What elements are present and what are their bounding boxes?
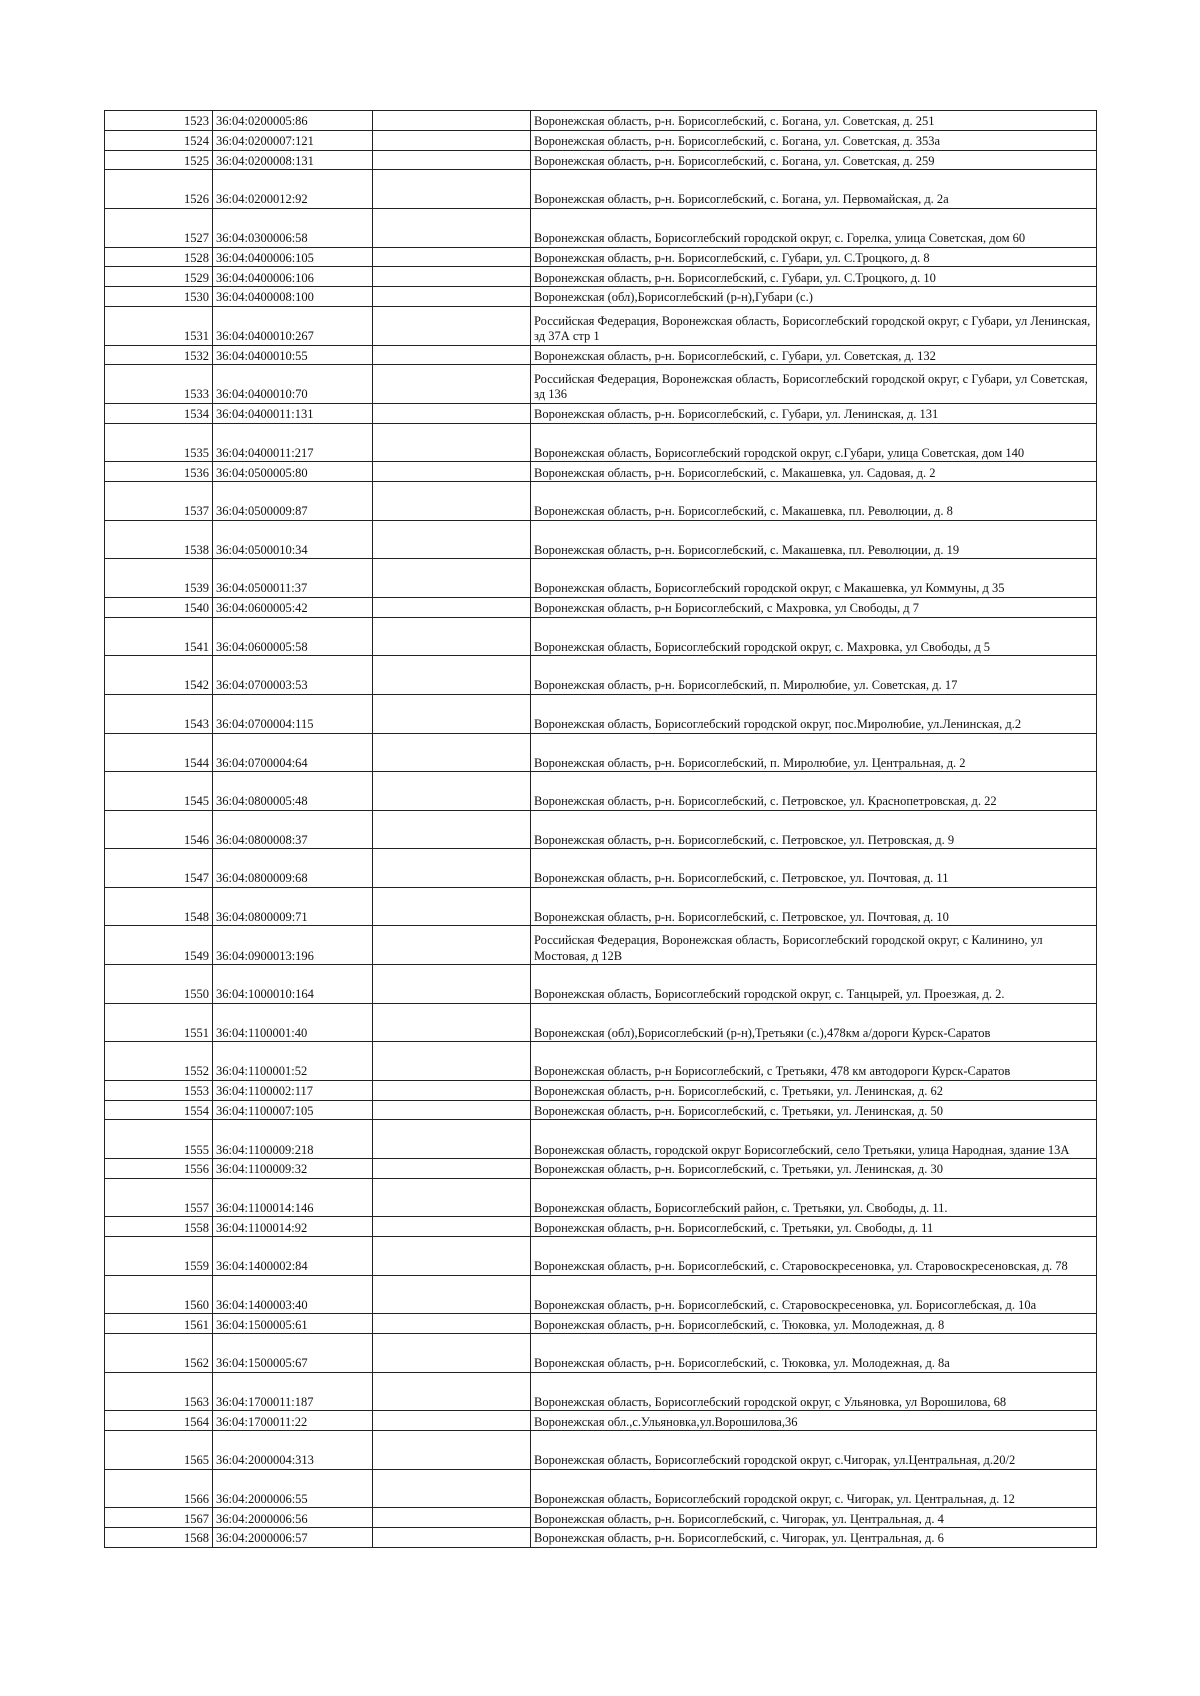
table-row bbox=[105, 150, 1097, 170]
table-row bbox=[105, 1411, 1097, 1431]
row-number-cell: 1545 bbox=[105, 772, 213, 811]
cadastral-number-cell: 36:04:1100007:105 bbox=[213, 1100, 373, 1120]
cadastral-number-cell: 36:04:0400006:105 bbox=[213, 247, 373, 267]
address-cell: Воронежская область, Борисоглебский городской округ, с Ульяновка, ул Ворошилова, 68 bbox=[531, 1372, 1097, 1411]
empty-cell bbox=[373, 694, 531, 733]
row-number-cell: 1526 bbox=[105, 170, 213, 209]
address-cell: Воронежская область, р-н Борисоглебский, с Третьяки, 478 км автодороги Курск-Саратов bbox=[531, 1042, 1097, 1081]
address-cell: Российская Федерация, Воронежская область, Борисоглебский городской округ, с Губари, ул Советская, зд 136 bbox=[531, 365, 1097, 404]
address-cell: Воронежская область, р-н. Борисоглебский, с. Макашевка, пл. Революции, д. 8 bbox=[531, 482, 1097, 521]
cadastral-number-cell: 36:04:0200012:92 bbox=[213, 170, 373, 209]
empty-cell bbox=[373, 403, 531, 423]
table-row bbox=[105, 887, 1097, 926]
table-row bbox=[105, 1469, 1097, 1508]
address-cell: Воронежская область, р-н. Борисоглебский, с. Макашевка, пл. Революции, д. 19 bbox=[531, 520, 1097, 559]
cadastral-number-cell: 36:04:1100002:117 bbox=[213, 1080, 373, 1100]
table-row bbox=[105, 423, 1097, 462]
cadastral-number-cell: 36:04:0500009:87 bbox=[213, 482, 373, 521]
address-cell: Воронежская область, р-н. Борисоглебский, с. Тюковка, ул. Молодежная, д. 8 bbox=[531, 1314, 1097, 1334]
cadastral-number-cell: 36:04:0600005:42 bbox=[213, 597, 373, 617]
table-row bbox=[105, 170, 1097, 209]
cadastral-number-cell: 36:04:0700003:53 bbox=[213, 656, 373, 695]
empty-cell bbox=[373, 208, 531, 247]
table-row bbox=[105, 482, 1097, 521]
cadastral-number-cell: 36:04:0300006:58 bbox=[213, 208, 373, 247]
cadastral-register-table bbox=[104, 110, 1097, 1548]
address-cell: Воронежская область, р-н. Борисоглебский, с. Чигорак, ул. Центральная, д. 6 bbox=[531, 1528, 1097, 1548]
row-number-cell: 1533 bbox=[105, 365, 213, 404]
empty-cell bbox=[373, 1469, 531, 1508]
cadastral-number-cell: 36:04:0400008:100 bbox=[213, 287, 373, 307]
cadastral-number-cell: 36:04:1100001:52 bbox=[213, 1042, 373, 1081]
address-cell: Воронежская область, р-н. Борисоглебский, с. Макашевка, ул. Садовая, д. 2 bbox=[531, 462, 1097, 482]
table-row bbox=[105, 267, 1097, 287]
row-number-cell: 1562 bbox=[105, 1334, 213, 1373]
address-cell: Воронежская (обл),Борисоглебский (р-н),Третьяки (с.),478км а/дороги Курск-Саратов bbox=[531, 1003, 1097, 1042]
cadastral-number-cell: 36:04:0400006:106 bbox=[213, 267, 373, 287]
empty-cell bbox=[373, 1003, 531, 1042]
table-row bbox=[105, 1237, 1097, 1276]
cadastral-number-cell: 36:04:0400011:131 bbox=[213, 403, 373, 423]
address-cell: Воронежская область, р-н. Борисоглебский, с. Петровское, ул. Петровская, д. 9 bbox=[531, 810, 1097, 849]
empty-cell bbox=[373, 267, 531, 287]
cadastral-number-cell: 36:04:1400003:40 bbox=[213, 1275, 373, 1314]
empty-cell bbox=[373, 247, 531, 267]
table-row bbox=[105, 656, 1097, 695]
cadastral-number-cell: 36:04:0400010:267 bbox=[213, 306, 373, 345]
row-number-cell: 1561 bbox=[105, 1314, 213, 1334]
address-cell: Российская Федерация, Воронежская область, Борисоглебский городской округ, с Калинино, ул Мостовая, д 12В bbox=[531, 926, 1097, 965]
empty-cell bbox=[373, 965, 531, 1004]
row-number-cell: 1529 bbox=[105, 267, 213, 287]
cadastral-number-cell: 36:04:0400010:55 bbox=[213, 345, 373, 365]
table-row bbox=[105, 1042, 1097, 1081]
empty-cell bbox=[373, 423, 531, 462]
table-row bbox=[105, 1003, 1097, 1042]
empty-cell bbox=[373, 130, 531, 150]
row-number-cell: 1544 bbox=[105, 733, 213, 772]
table-row bbox=[105, 520, 1097, 559]
table-row bbox=[105, 247, 1097, 267]
row-number-cell: 1550 bbox=[105, 965, 213, 1004]
cadastral-number-cell: 36:04:1400002:84 bbox=[213, 1237, 373, 1276]
table-row bbox=[105, 810, 1097, 849]
row-number-cell: 1563 bbox=[105, 1372, 213, 1411]
table-row bbox=[105, 111, 1097, 131]
address-cell: Воронежская область, Борисоглебский район, с. Третьяки, ул. Свободы, д. 11. bbox=[531, 1178, 1097, 1217]
empty-cell bbox=[373, 1159, 531, 1179]
empty-cell bbox=[373, 597, 531, 617]
empty-cell bbox=[373, 345, 531, 365]
row-number-cell: 1540 bbox=[105, 597, 213, 617]
cadastral-number-cell: 36:04:0800005:48 bbox=[213, 772, 373, 811]
table-row bbox=[105, 1217, 1097, 1237]
address-cell: Воронежская (обл),Борисоглебский (р-н),Губари (с.) bbox=[531, 287, 1097, 307]
empty-cell bbox=[373, 1275, 531, 1314]
address-cell: Воронежская область, р-н. Борисоглебский, с. Губари, ул. Ленинская, д. 131 bbox=[531, 403, 1097, 423]
empty-cell bbox=[373, 1528, 531, 1548]
table-row bbox=[105, 1100, 1097, 1120]
row-number-cell: 1539 bbox=[105, 559, 213, 598]
table-row bbox=[105, 1080, 1097, 1100]
row-number-cell: 1538 bbox=[105, 520, 213, 559]
row-number-cell: 1530 bbox=[105, 287, 213, 307]
address-cell: Воронежская область, р-н. Борисоглебский, с. Богана, ул. Советская, д. 353а bbox=[531, 130, 1097, 150]
empty-cell bbox=[373, 559, 531, 598]
table-row bbox=[105, 403, 1097, 423]
table-row bbox=[105, 1314, 1097, 1334]
row-number-cell: 1536 bbox=[105, 462, 213, 482]
row-number-cell: 1552 bbox=[105, 1042, 213, 1081]
empty-cell bbox=[373, 1431, 531, 1470]
cadastral-number-cell: 36:04:0900013:196 bbox=[213, 926, 373, 965]
empty-cell bbox=[373, 1217, 531, 1237]
row-number-cell: 1556 bbox=[105, 1159, 213, 1179]
address-cell: Воронежская область, р-н. Борисоглебский, с. Петровское, ул. Почтовая, д. 11 bbox=[531, 849, 1097, 888]
cadastral-number-cell: 36:04:0800009:68 bbox=[213, 849, 373, 888]
cadastral-number-cell: 36:04:1500005:67 bbox=[213, 1334, 373, 1373]
row-number-cell: 1558 bbox=[105, 1217, 213, 1237]
table-row bbox=[105, 849, 1097, 888]
row-number-cell: 1542 bbox=[105, 656, 213, 695]
row-number-cell: 1527 bbox=[105, 208, 213, 247]
address-cell: Воронежская область, Борисоглебский городской округ, с.Губари, улица Советская, дом 140 bbox=[531, 423, 1097, 462]
row-number-cell: 1531 bbox=[105, 306, 213, 345]
cadastral-number-cell: 36:04:1700011:22 bbox=[213, 1411, 373, 1431]
cadastral-number-cell: 36:04:2000006:55 bbox=[213, 1469, 373, 1508]
cadastral-number-cell: 36:04:0500010:34 bbox=[213, 520, 373, 559]
cadastral-number-cell: 36:04:1100001:40 bbox=[213, 1003, 373, 1042]
row-number-cell: 1557 bbox=[105, 1178, 213, 1217]
cadastral-number-cell: 36:04:2000006:56 bbox=[213, 1508, 373, 1528]
empty-cell bbox=[373, 462, 531, 482]
address-cell: Воронежская область, р-н. Борисоглебский, с. Богана, ул. Первомайская, д. 2а bbox=[531, 170, 1097, 209]
empty-cell bbox=[373, 887, 531, 926]
table-row bbox=[105, 1159, 1097, 1179]
empty-cell bbox=[373, 482, 531, 521]
address-cell: Воронежская область, Борисоглебский городской округ, с Макашевка, ул Коммуны, д 35 bbox=[531, 559, 1097, 598]
row-number-cell: 1566 bbox=[105, 1469, 213, 1508]
table-row bbox=[105, 1120, 1097, 1159]
cadastral-number-cell: 36:04:0700004:115 bbox=[213, 694, 373, 733]
table-row bbox=[105, 462, 1097, 482]
row-number-cell: 1532 bbox=[105, 345, 213, 365]
empty-cell bbox=[373, 617, 531, 656]
address-cell: Воронежская область, р-н Борисоглебский, с Махровка, ул Свободы, д 7 bbox=[531, 597, 1097, 617]
row-number-cell: 1525 bbox=[105, 150, 213, 170]
table-row bbox=[105, 965, 1097, 1004]
address-cell: Воронежская область, р-н. Борисоглебский, с. Старовоскресеновка, ул. Борисоглебская, д. 10а bbox=[531, 1275, 1097, 1314]
row-number-cell: 1523 bbox=[105, 111, 213, 131]
table-row bbox=[105, 617, 1097, 656]
cadastral-number-cell: 36:04:1100009:32 bbox=[213, 1159, 373, 1179]
row-number-cell: 1564 bbox=[105, 1411, 213, 1431]
table-row bbox=[105, 559, 1097, 598]
cadastral-number-cell: 36:04:0800008:37 bbox=[213, 810, 373, 849]
row-number-cell: 1546 bbox=[105, 810, 213, 849]
address-cell: Воронежская область, р-н. Борисоглебский, п. Миролюбие, ул. Советская, д. 17 bbox=[531, 656, 1097, 695]
table-row bbox=[105, 208, 1097, 247]
empty-cell bbox=[373, 111, 531, 131]
row-number-cell: 1559 bbox=[105, 1237, 213, 1276]
cadastral-number-cell: 36:04:0500011:37 bbox=[213, 559, 373, 598]
empty-cell bbox=[373, 1314, 531, 1334]
address-cell: Воронежская область, р-н. Борисоглебский, с. Старовоскресеновка, ул. Старовоскресеновская, д. 78 bbox=[531, 1237, 1097, 1276]
address-cell: Воронежская область, р-н. Борисоглебский, с. Петровское, ул. Почтовая, д. 10 bbox=[531, 887, 1097, 926]
address-cell: Воронежская область, Борисоглебский городской округ, с. Чигорак, ул. Центральная, д. 12 bbox=[531, 1469, 1097, 1508]
cadastral-number-cell: 36:04:0800009:71 bbox=[213, 887, 373, 926]
empty-cell bbox=[373, 1411, 531, 1431]
address-cell: Воронежская область, р-н. Борисоглебский, с. Губари, ул. С.Троцкого, д. 10 bbox=[531, 267, 1097, 287]
row-number-cell: 1535 bbox=[105, 423, 213, 462]
address-cell: Воронежская область, Борисоглебский городской округ, с. Танцырей, ул. Проезжая, д. 2. bbox=[531, 965, 1097, 1004]
table-row bbox=[105, 1528, 1097, 1548]
row-number-cell: 1524 bbox=[105, 130, 213, 150]
table-row bbox=[105, 306, 1097, 345]
row-number-cell: 1541 bbox=[105, 617, 213, 656]
address-cell: Воронежская область, Борисоглебский городской округ, пос.Миролюбие, ул.Ленинская, д.2 bbox=[531, 694, 1097, 733]
address-cell: Воронежская область, р-н. Борисоглебский, с. Тюковка, ул. Молодежная, д. 8а bbox=[531, 1334, 1097, 1373]
table-row bbox=[105, 1508, 1097, 1528]
address-cell: Воронежская область, р-н. Борисоглебский, с. Губари, ул. Советская, д. 132 bbox=[531, 345, 1097, 365]
row-number-cell: 1568 bbox=[105, 1528, 213, 1548]
address-cell: Воронежская область, р-н. Борисоглебский, с. Чигорак, ул. Центральная, д. 4 bbox=[531, 1508, 1097, 1528]
empty-cell bbox=[373, 1508, 531, 1528]
cadastral-number-cell: 36:04:0400010:70 bbox=[213, 365, 373, 404]
table-row bbox=[105, 1334, 1097, 1373]
row-number-cell: 1551 bbox=[105, 1003, 213, 1042]
address-cell: Воронежская область, р-н. Борисоглебский, с. Богана, ул. Советская, д. 259 bbox=[531, 150, 1097, 170]
row-number-cell: 1537 bbox=[105, 482, 213, 521]
address-cell: Воронежская область, р-н. Борисоглебский, с. Губари, ул. С.Троцкого, д. 8 bbox=[531, 247, 1097, 267]
cadastral-number-cell: 36:04:2000004:313 bbox=[213, 1431, 373, 1470]
cadastral-number-cell: 36:04:1700011:187 bbox=[213, 1372, 373, 1411]
address-cell: Воронежская область, р-н. Борисоглебский, с. Третьяки, ул. Ленинская, д. 30 bbox=[531, 1159, 1097, 1179]
address-cell: Воронежская область, Борисоглебский городской округ, с. Горелка, улица Советская, дом 60 bbox=[531, 208, 1097, 247]
empty-cell bbox=[373, 1237, 531, 1276]
cadastral-number-cell: 36:04:1000010:164 bbox=[213, 965, 373, 1004]
empty-cell bbox=[373, 810, 531, 849]
table-row bbox=[105, 1178, 1097, 1217]
empty-cell bbox=[373, 733, 531, 772]
address-cell: Воронежская область, р-н. Борисоглебский, с. Третьяки, ул. Свободы, д. 11 bbox=[531, 1217, 1097, 1237]
row-number-cell: 1565 bbox=[105, 1431, 213, 1470]
empty-cell bbox=[373, 1372, 531, 1411]
row-number-cell: 1549 bbox=[105, 926, 213, 965]
address-cell: Воронежская область, р-н. Борисоглебский, с. Петровское, ул. Краснопетровская, д. 22 bbox=[531, 772, 1097, 811]
row-number-cell: 1543 bbox=[105, 694, 213, 733]
cadastral-number-cell: 36:04:0200005:86 bbox=[213, 111, 373, 131]
address-cell: Воронежская область, Борисоглебский городской округ, с. Махровка, ул Свободы, д 5 bbox=[531, 617, 1097, 656]
table-row bbox=[105, 345, 1097, 365]
table-row bbox=[105, 597, 1097, 617]
address-cell: Воронежская область, р-н. Борисоглебский, с. Третьяки, ул. Ленинская, д. 62 bbox=[531, 1080, 1097, 1100]
table-body bbox=[105, 111, 1097, 1548]
row-number-cell: 1560 bbox=[105, 1275, 213, 1314]
table-row bbox=[105, 1275, 1097, 1314]
table-row bbox=[105, 694, 1097, 733]
row-number-cell: 1567 bbox=[105, 1508, 213, 1528]
cadastral-number-cell: 36:04:1100014:146 bbox=[213, 1178, 373, 1217]
row-number-cell: 1554 bbox=[105, 1100, 213, 1120]
empty-cell bbox=[373, 1080, 531, 1100]
table-row bbox=[105, 287, 1097, 307]
row-number-cell: 1555 bbox=[105, 1120, 213, 1159]
address-cell: Воронежская область, р-н. Борисоглебский, с. Третьяки, ул. Ленинская, д. 50 bbox=[531, 1100, 1097, 1120]
empty-cell bbox=[373, 772, 531, 811]
cadastral-number-cell: 36:04:0400011:217 bbox=[213, 423, 373, 462]
table-row bbox=[105, 926, 1097, 965]
cadastral-number-cell: 36:04:0200008:131 bbox=[213, 150, 373, 170]
row-number-cell: 1534 bbox=[105, 403, 213, 423]
empty-cell bbox=[373, 656, 531, 695]
address-cell: Воронежская обл.,с.Ульяновка,ул.Ворошилова,36 bbox=[531, 1411, 1097, 1431]
cadastral-number-cell: 36:04:1100009:218 bbox=[213, 1120, 373, 1159]
empty-cell bbox=[373, 1042, 531, 1081]
address-cell: Воронежская область, р-н. Борисоглебский, с. Богана, ул. Советская, д. 251 bbox=[531, 111, 1097, 131]
empty-cell bbox=[373, 849, 531, 888]
table-row bbox=[105, 365, 1097, 404]
cadastral-number-cell: 36:04:0200007:121 bbox=[213, 130, 373, 150]
cadastral-number-cell: 36:04:1100014:92 bbox=[213, 1217, 373, 1237]
table-row bbox=[105, 130, 1097, 150]
empty-cell bbox=[373, 1178, 531, 1217]
table-row bbox=[105, 733, 1097, 772]
empty-cell bbox=[373, 520, 531, 559]
table-row bbox=[105, 1431, 1097, 1470]
table-row bbox=[105, 1372, 1097, 1411]
address-cell: Воронежская область, Борисоглебский городской округ, с.Чигорак, ул.Центральная, д.20/2 bbox=[531, 1431, 1097, 1470]
address-cell: Российская Федерация, Воронежская область, Борисоглебский городской округ, с Губари, ул Ленинская, зд 37А стр 1 bbox=[531, 306, 1097, 345]
row-number-cell: 1528 bbox=[105, 247, 213, 267]
empty-cell bbox=[373, 1334, 531, 1373]
row-number-cell: 1547 bbox=[105, 849, 213, 888]
row-number-cell: 1553 bbox=[105, 1080, 213, 1100]
cadastral-number-cell: 36:04:2000006:57 bbox=[213, 1528, 373, 1548]
cadastral-number-cell: 36:04:0700004:64 bbox=[213, 733, 373, 772]
empty-cell bbox=[373, 170, 531, 209]
address-cell: Воронежская область, р-н. Борисоглебский, п. Миролюбие, ул. Центральная, д. 2 bbox=[531, 733, 1097, 772]
empty-cell bbox=[373, 287, 531, 307]
empty-cell bbox=[373, 150, 531, 170]
address-cell: Воронежская область, городской округ Борисоглебский, село Третьяки, улица Народная, здание 13А bbox=[531, 1120, 1097, 1159]
empty-cell bbox=[373, 926, 531, 965]
empty-cell bbox=[373, 365, 531, 404]
empty-cell bbox=[373, 306, 531, 345]
table-row bbox=[105, 772, 1097, 811]
cadastral-number-cell: 36:04:0500005:80 bbox=[213, 462, 373, 482]
cadastral-number-cell: 36:04:1500005:61 bbox=[213, 1314, 373, 1334]
empty-cell bbox=[373, 1100, 531, 1120]
cadastral-number-cell: 36:04:0600005:58 bbox=[213, 617, 373, 656]
row-number-cell: 1548 bbox=[105, 887, 213, 926]
empty-cell bbox=[373, 1120, 531, 1159]
